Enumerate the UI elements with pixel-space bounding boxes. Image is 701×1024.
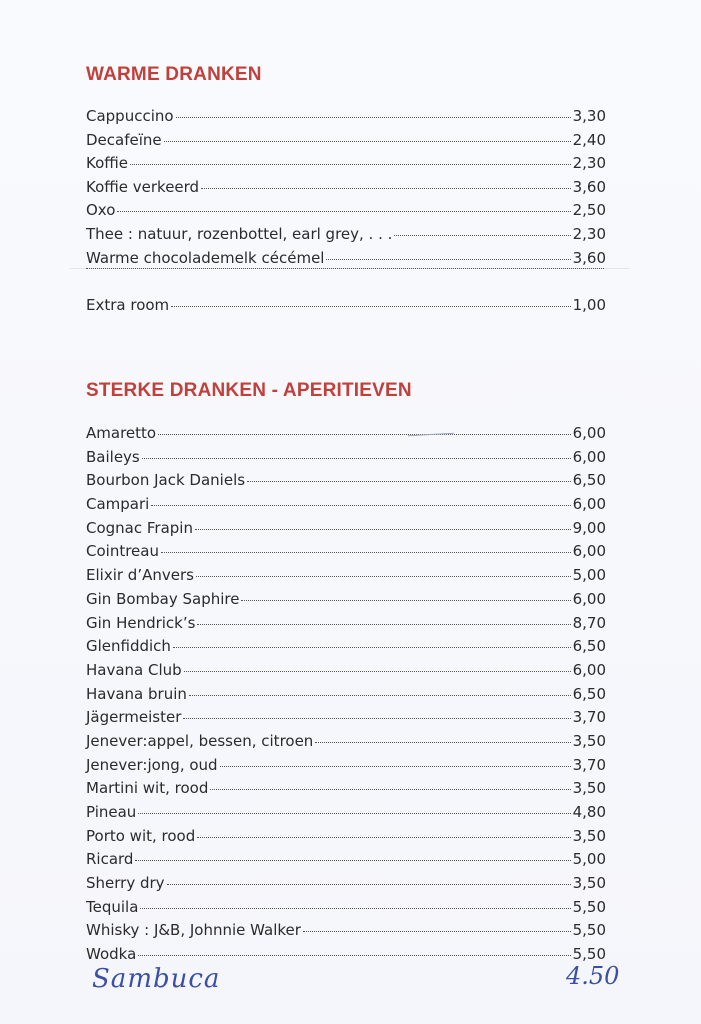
menu-item-price: 6,50 bbox=[572, 637, 606, 656]
menu-item-name: Oxo bbox=[86, 201, 116, 220]
menu-item-name: Ricard bbox=[86, 850, 134, 869]
menu-item bbox=[86, 540, 606, 564]
menu-item-price: 2,30 bbox=[572, 224, 606, 243]
dot-leader bbox=[138, 812, 570, 814]
dot-leader bbox=[241, 599, 570, 601]
menu-item bbox=[86, 754, 606, 778]
menu-item-name: Elixir d’Anvers bbox=[86, 566, 194, 585]
menu-item-name: Thee : natuur, rozenbottel, earl grey, . . . bbox=[86, 224, 393, 243]
menu-item bbox=[86, 730, 606, 754]
menu-item bbox=[86, 422, 606, 446]
menu-item-name: Glenfiddich bbox=[86, 637, 171, 656]
menu-item bbox=[86, 446, 606, 470]
dot-leader bbox=[138, 954, 570, 956]
menu-item-price: 6,00 bbox=[572, 424, 606, 442]
menu-item-name: Cointreau bbox=[86, 542, 159, 561]
dot-leader bbox=[195, 528, 571, 530]
menu-item bbox=[86, 517, 606, 541]
section-title-sterke-dranken: STERKE DRANKEN - APERITIEVEN bbox=[86, 380, 412, 401]
menu-item-name: Martini wit, rood bbox=[86, 779, 209, 798]
dot-leader bbox=[184, 670, 571, 672]
menu-item-name: Warme chocolademelk cécémel bbox=[86, 248, 325, 267]
dot-leader bbox=[247, 480, 571, 482]
menu-item bbox=[86, 199, 606, 223]
menu-item-price: 3,50 bbox=[572, 874, 606, 893]
menu-item bbox=[86, 635, 606, 659]
dot-leader bbox=[189, 694, 571, 696]
menu-item-price: 5,50 bbox=[572, 945, 606, 964]
dot-leader bbox=[326, 258, 570, 260]
menu-item-name: Tequila bbox=[86, 897, 139, 916]
menu-item-price: 2,30 bbox=[572, 154, 606, 173]
menu-item bbox=[86, 294, 606, 318]
menu-item-price: 6,00 bbox=[572, 542, 606, 561]
menu-item-price: 2,50 bbox=[572, 201, 606, 220]
dot-leader bbox=[164, 140, 571, 142]
dot-leader bbox=[220, 765, 571, 767]
menu-item bbox=[86, 872, 606, 896]
menu-item-name: Extra room bbox=[86, 295, 170, 314]
handwritten-item-price: 4.50 bbox=[566, 962, 620, 990]
menu-item-price: 6,50 bbox=[572, 471, 606, 490]
menu-item-name: Havana Club bbox=[86, 660, 182, 679]
dot-leader bbox=[158, 433, 571, 435]
menu-item-price: 6,00 bbox=[572, 589, 606, 608]
dot-leader bbox=[140, 907, 570, 909]
menu-item bbox=[86, 848, 606, 872]
dot-leader bbox=[161, 551, 571, 553]
warme-dranken-list bbox=[86, 105, 606, 317]
menu-item-name: Baileys bbox=[86, 447, 140, 466]
menu-item-price: 5,50 bbox=[572, 897, 606, 916]
menu-item-price: 1,00 bbox=[572, 295, 606, 314]
dot-leader bbox=[142, 457, 571, 459]
dot-leader bbox=[167, 883, 571, 885]
menu-item bbox=[86, 612, 606, 636]
menu-item-price: 3,50 bbox=[572, 779, 606, 798]
menu-item-name: Bourbon Jack Daniels bbox=[86, 471, 246, 490]
menu-item-name: Koffie verkeerd bbox=[86, 177, 200, 196]
dot-leader bbox=[197, 623, 570, 625]
menu-item-price: 5,50 bbox=[572, 921, 606, 940]
menu-item-price: 6,50 bbox=[572, 684, 606, 703]
menu-item-price: 6,00 bbox=[572, 447, 606, 466]
menu-item bbox=[86, 152, 606, 176]
dot-leader bbox=[196, 575, 571, 577]
menu-item-name: Havana bruin bbox=[86, 684, 187, 703]
menu-item bbox=[86, 706, 606, 730]
menu-item bbox=[86, 469, 606, 493]
menu-item bbox=[86, 105, 606, 129]
dot-leader bbox=[173, 646, 571, 648]
dot-leader bbox=[197, 836, 570, 838]
dot-leader bbox=[171, 305, 570, 307]
menu-item-price: 3,50 bbox=[572, 826, 606, 845]
menu-item-name: Jenever:appel, bessen, citroen bbox=[86, 731, 314, 750]
menu-item bbox=[86, 659, 606, 683]
menu-item bbox=[86, 777, 606, 801]
dot-leader bbox=[183, 717, 570, 719]
menu-item-price: 3,70 bbox=[572, 708, 606, 727]
dot-leader bbox=[303, 930, 571, 932]
menu-item-price: 6,00 bbox=[572, 495, 606, 514]
menu-item-price: 3,60 bbox=[572, 248, 606, 267]
menu-item bbox=[86, 129, 606, 153]
menu-item bbox=[86, 493, 606, 517]
menu-item-name: Pineau bbox=[86, 803, 137, 821]
dot-leader bbox=[130, 163, 571, 165]
menu-item bbox=[86, 825, 606, 849]
menu-item-price: 5,00 bbox=[572, 566, 606, 585]
menu-item bbox=[86, 270, 606, 294]
menu-item bbox=[86, 588, 606, 612]
menu-item-price: 3,50 bbox=[572, 731, 606, 750]
menu-item bbox=[86, 919, 606, 943]
menu-item bbox=[86, 223, 606, 247]
menu-item-name: Sherry dry bbox=[86, 874, 165, 893]
menu-item bbox=[86, 801, 606, 825]
menu-item bbox=[86, 176, 606, 200]
menu-item-price: 9,00 bbox=[572, 518, 606, 537]
dot-leader bbox=[86, 267, 604, 269]
menu-item-name: Campari bbox=[86, 495, 150, 514]
dot-leader bbox=[151, 504, 570, 506]
dot-leader bbox=[135, 859, 570, 861]
menu-item-name: Jägermeister bbox=[86, 708, 182, 727]
dot-leader bbox=[315, 741, 570, 743]
menu-item-price: 3,60 bbox=[572, 177, 606, 196]
menu-item-name: Porto wit, rood bbox=[86, 826, 196, 845]
dot-leader bbox=[117, 210, 570, 212]
menu-item-price: 3,70 bbox=[572, 755, 606, 774]
menu-item bbox=[86, 896, 606, 920]
dot-leader bbox=[394, 234, 570, 236]
menu-item-price: 8,70 bbox=[572, 613, 606, 632]
menu-item-name: Decafeïne bbox=[86, 130, 162, 149]
menu-item-name: Cognac Frapin bbox=[86, 518, 193, 537]
menu-item-name: Koffie bbox=[86, 154, 128, 173]
section-title-warme-dranken: WARME DRANKEN bbox=[86, 64, 262, 85]
menu-item-price: 2,40 bbox=[572, 130, 606, 149]
menu-item-name: Jenever:jong, oud bbox=[86, 755, 218, 774]
menu-item-price: 5,00 bbox=[572, 850, 606, 869]
handwritten-item-name: Sambuca bbox=[92, 964, 221, 994]
dot-leader bbox=[176, 116, 571, 118]
menu-item-name: Gin Bombay Saphire bbox=[86, 589, 240, 608]
sterke-dranken-list bbox=[86, 422, 606, 967]
menu-item-price: 6,00 bbox=[572, 660, 606, 679]
dot-leader bbox=[210, 788, 570, 790]
menu-item-price: 3,30 bbox=[572, 107, 606, 125]
menu-item bbox=[86, 564, 606, 588]
menu-item-name: Wodka bbox=[86, 945, 137, 964]
dot-leader bbox=[201, 187, 571, 189]
menu-item-name: Gin Hendrick’s bbox=[86, 613, 196, 632]
menu-item-name: Amaretto bbox=[86, 424, 157, 442]
menu-item-name: Cappuccino bbox=[86, 107, 174, 125]
menu-item-price: 4,80 bbox=[572, 803, 606, 821]
menu-item-name: Whisky : J&B, Johnnie Walker bbox=[86, 921, 301, 940]
menu-item bbox=[86, 683, 606, 707]
